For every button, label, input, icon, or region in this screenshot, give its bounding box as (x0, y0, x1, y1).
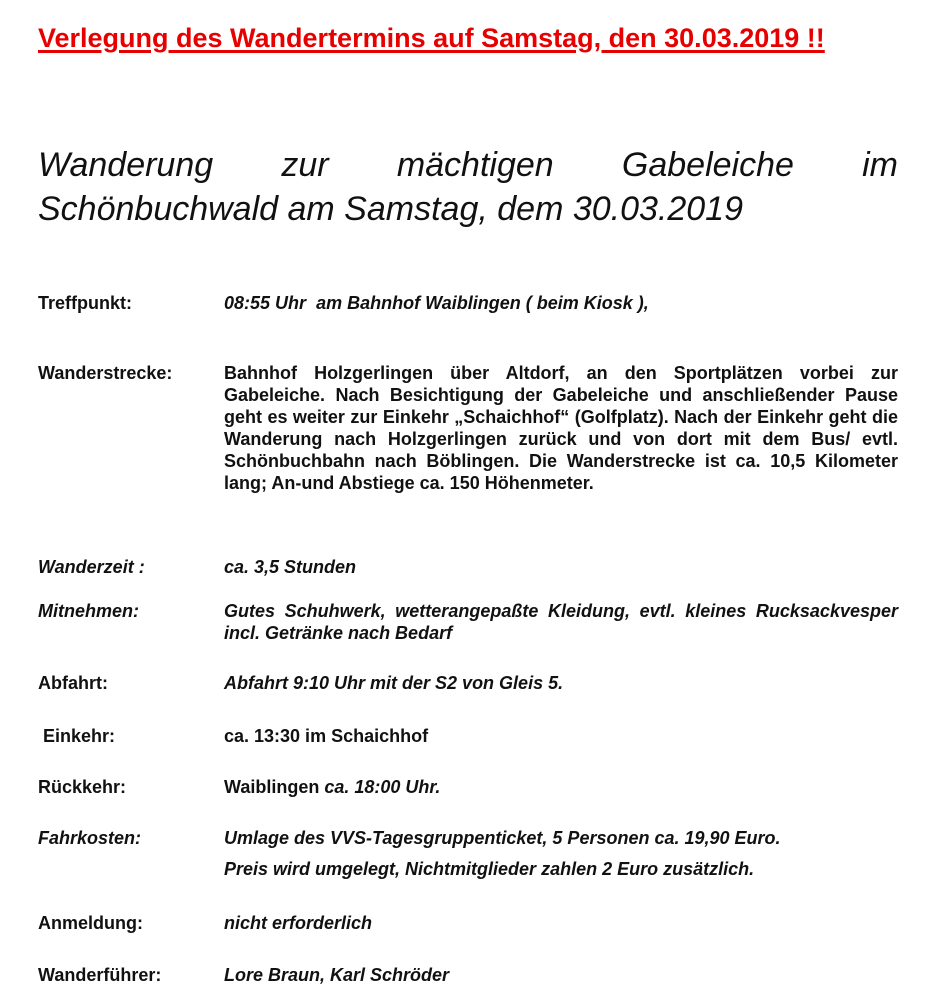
value-wanderzeit: ca. 3,5 Stunden (224, 557, 357, 577)
value-abfahrt: Abfahrt 9:10 Uhr mit der S2 von Gleis 5. (224, 673, 564, 693)
label-wanderstrecke: Wanderstrecke: (38, 363, 173, 383)
value-fahrkosten-line1: Umlage des VVS-Tagesgruppenticket, 5 Personen ca. 19,90 Euro. (224, 828, 781, 848)
value-rueckkehr-time: ca. 18:00 Uhr. (324, 777, 441, 797)
value-einkehr: ca. 13:30 im Schaichhof (224, 726, 429, 746)
label-anmeldung: Anmeldung: (38, 913, 143, 933)
value-treffpunkt (224, 292, 898, 314)
label-fahrkosten: Fahrkosten: (38, 828, 142, 848)
row-rueckkehr (38, 776, 898, 798)
value-treffpunkt-time: 08:55 Uhr (224, 293, 307, 313)
value-mitnehmen: Gutes Schuhwerk, wetterangepaßte Kleidung, evtl. kleines Rucksackvesper incl. Getränke nach Bedarf (224, 601, 898, 643)
label-mitnehmen: Mitnehmen: (38, 601, 139, 621)
row-wanderfuehrer (38, 964, 898, 986)
row-treffpunkt (38, 292, 898, 314)
value-wanderfuehrer: Lore Braun, Karl Schröder (224, 965, 450, 985)
row-mitnehmen (38, 600, 898, 644)
label-treffpunkt: Treffpunkt: (38, 293, 132, 313)
label-wanderfuehrer: Wanderführer: (38, 965, 162, 985)
hike-title: Wanderung zur mächtigen Gabeleiche im Schönbuchwald am Samstag, dem 30.03.2019 (38, 146, 898, 228)
label-wanderzeit: Wanderzeit : (38, 557, 145, 577)
value-rueckkehr (224, 776, 898, 798)
value-treffpunkt-place: am Bahnhof Waiblingen ( beim Kiosk ), (316, 293, 649, 313)
row-wanderzeit (38, 556, 898, 578)
row-wanderstrecke (38, 362, 898, 494)
value-fahrkosten (224, 827, 898, 880)
row-einkehr (38, 725, 898, 747)
postponement-notice: Verlegung des Wandertermins auf Samstag, den 30.03.2019 !! (38, 23, 825, 53)
value-anmeldung: nicht erforderlich (224, 913, 373, 933)
label-rueckkehr: Rückkehr: (38, 777, 127, 797)
value-fahrkosten-line2: Preis wird umgelegt, Nichtmitglieder zahlen 2 Euro zusätzlich. (224, 859, 755, 879)
value-wanderstrecke: Bahnhof Holzgerlingen über Altdorf, an den Sportplätzen vorbei zur Gabeleiche. Nach Besichtigung der Gabeleiche und anschließender Pause geht es weiter zur Einkehr „Schaichhof“ (Golfplatz). Nach der Einkehr geht die Wanderung nach Holzgerlingen zurück und von dort mit dem Bus/ evtl. Schönbuchbahn nach Böblingen. Die Wanderstrecke ist ca. 10,5 Kilometer lang; An-und Abstiege ca. 150 Höhenmeter. (224, 363, 898, 493)
row-fahrkosten (38, 827, 898, 880)
row-anmeldung (38, 912, 898, 934)
label-einkehr: Einkehr: (43, 726, 116, 746)
row-abfahrt (38, 672, 898, 694)
value-rueckkehr-place: Waiblingen (224, 777, 320, 797)
label-abfahrt: Abfahrt: (38, 673, 108, 693)
